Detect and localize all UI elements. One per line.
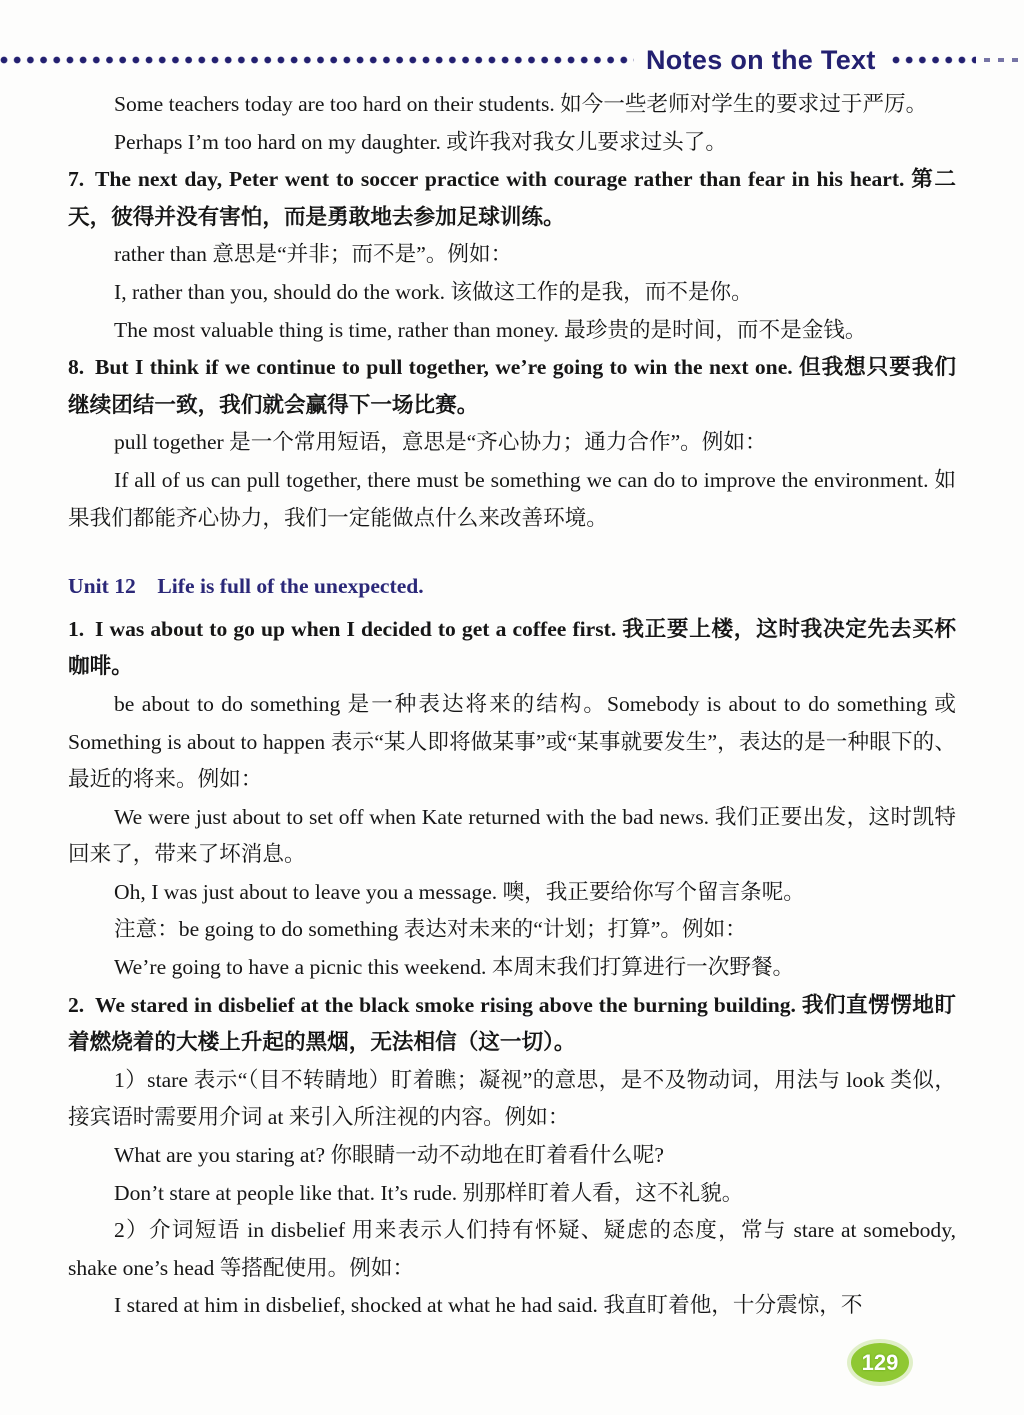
paragraph: I, rather than you, should do the work. 该做这工作的是我，而不是你。 xyxy=(114,279,753,304)
paragraph: I stared at him in disbelief, shocked at what he had said. 我直盯着他，十分震惊，不 xyxy=(114,1293,863,1318)
paragraph: Perhaps I’m too hard on my daughter. 或许我对我女儿要求过头了。 xyxy=(114,129,727,154)
page-header xyxy=(0,42,1024,78)
paragraph: We were just about to set off when Kate returned with the bad news. 我们正要出发，这时凯特回来了，带来了坏消息。 xyxy=(68,804,956,867)
paragraph: If all of us can pull together, there must be something we can do to improve the environment. 如果我们都能齐心协力，我们一定能做点什么来改善环境。 xyxy=(68,467,956,530)
paragraph: pull together 是一个常用短语，意思是“齐心协力；通力合作”。例如： xyxy=(114,430,767,455)
paragraph: 8. But I think if we continue to pull together, we’re going to win the next one. 但我想只要我们继续团结一致，我们就会赢得下一场比赛。 xyxy=(68,355,956,417)
paragraph: The most valuable thing is time, rather than money. 最珍贵的是时间，而不是金钱。 xyxy=(114,317,867,342)
paragraph: What are you staring at? 你眼睛一动不动地在盯着看什么呢? xyxy=(114,1143,664,1168)
page-number-badge xyxy=(851,1343,909,1382)
dotted-rule-left-icon xyxy=(0,55,634,65)
paragraph: 7. The next day, Peter went to soccer practice with courage rather than fear in his heart. 第二天，彼得并没有害怕，而是勇敢地去参加足球训练。 xyxy=(68,167,956,229)
notes-body xyxy=(68,86,956,1325)
dashed-rule-icon xyxy=(984,58,1024,62)
paragraph: rather than 意思是“并非；而不是”。例如： xyxy=(114,242,513,267)
paragraph: We’re going to have a picnic this weekend. 本周末我们打算进行一次野餐。 xyxy=(114,955,795,980)
paragraph: 1. I was about to go up when I decided to get a coffee first. 我正要上楼，这时我决定先去买杯咖啡。 xyxy=(68,616,956,679)
paragraph: be about to do something 是一种表达将来的结构。Somebody is about to do something 或 Something is about to happen 表示“某人即将做某事”或“某事就要发生”，表达的是一种眼下的、最近的将来。例如： xyxy=(68,691,956,792)
dotted-rule-right-icon xyxy=(892,55,976,65)
paragraph: Oh, I was just about to leave you a message. 噢，我正要给你写个留言条呢。 xyxy=(114,879,805,904)
unit-heading: Unit 12 Life is full of the unexpected. xyxy=(68,574,424,599)
paragraph: 1）stare 表示“（目不转睛地）盯着瞧；凝视”的意思，是不及物动词，用法与 look 类似，接宾语时需要用介词 at 来引入所注视的内容。例如： xyxy=(68,1067,956,1130)
paragraph: Some teachers today are too hard on their students. 如今一些老师对学生的要求过于严厉。 xyxy=(114,92,928,116)
paragraph: 注意：be going to do something 表达对未来的“计划；打算”。例如： xyxy=(114,917,747,942)
paragraph: 2. We stared in disbelief at the black smoke rising above the burning building. 我们直愣愣地盯着燃烧着的大楼上升起的黑烟，无法相信（这一切）。 xyxy=(68,992,956,1055)
paragraph: 2）介词短语 in disbelief 用来表示人们持有怀疑、疑虑的态度，常与 stare at somebody, shake one’s head 等搭配使用。例如： xyxy=(68,1218,956,1280)
page-title: Notes on the Text xyxy=(646,44,876,75)
page-number: 129 xyxy=(861,1349,899,1375)
paragraph: Don’t stare at people like that. It’s rude. 别那样盯着人看，这不礼貌。 xyxy=(114,1180,744,1205)
